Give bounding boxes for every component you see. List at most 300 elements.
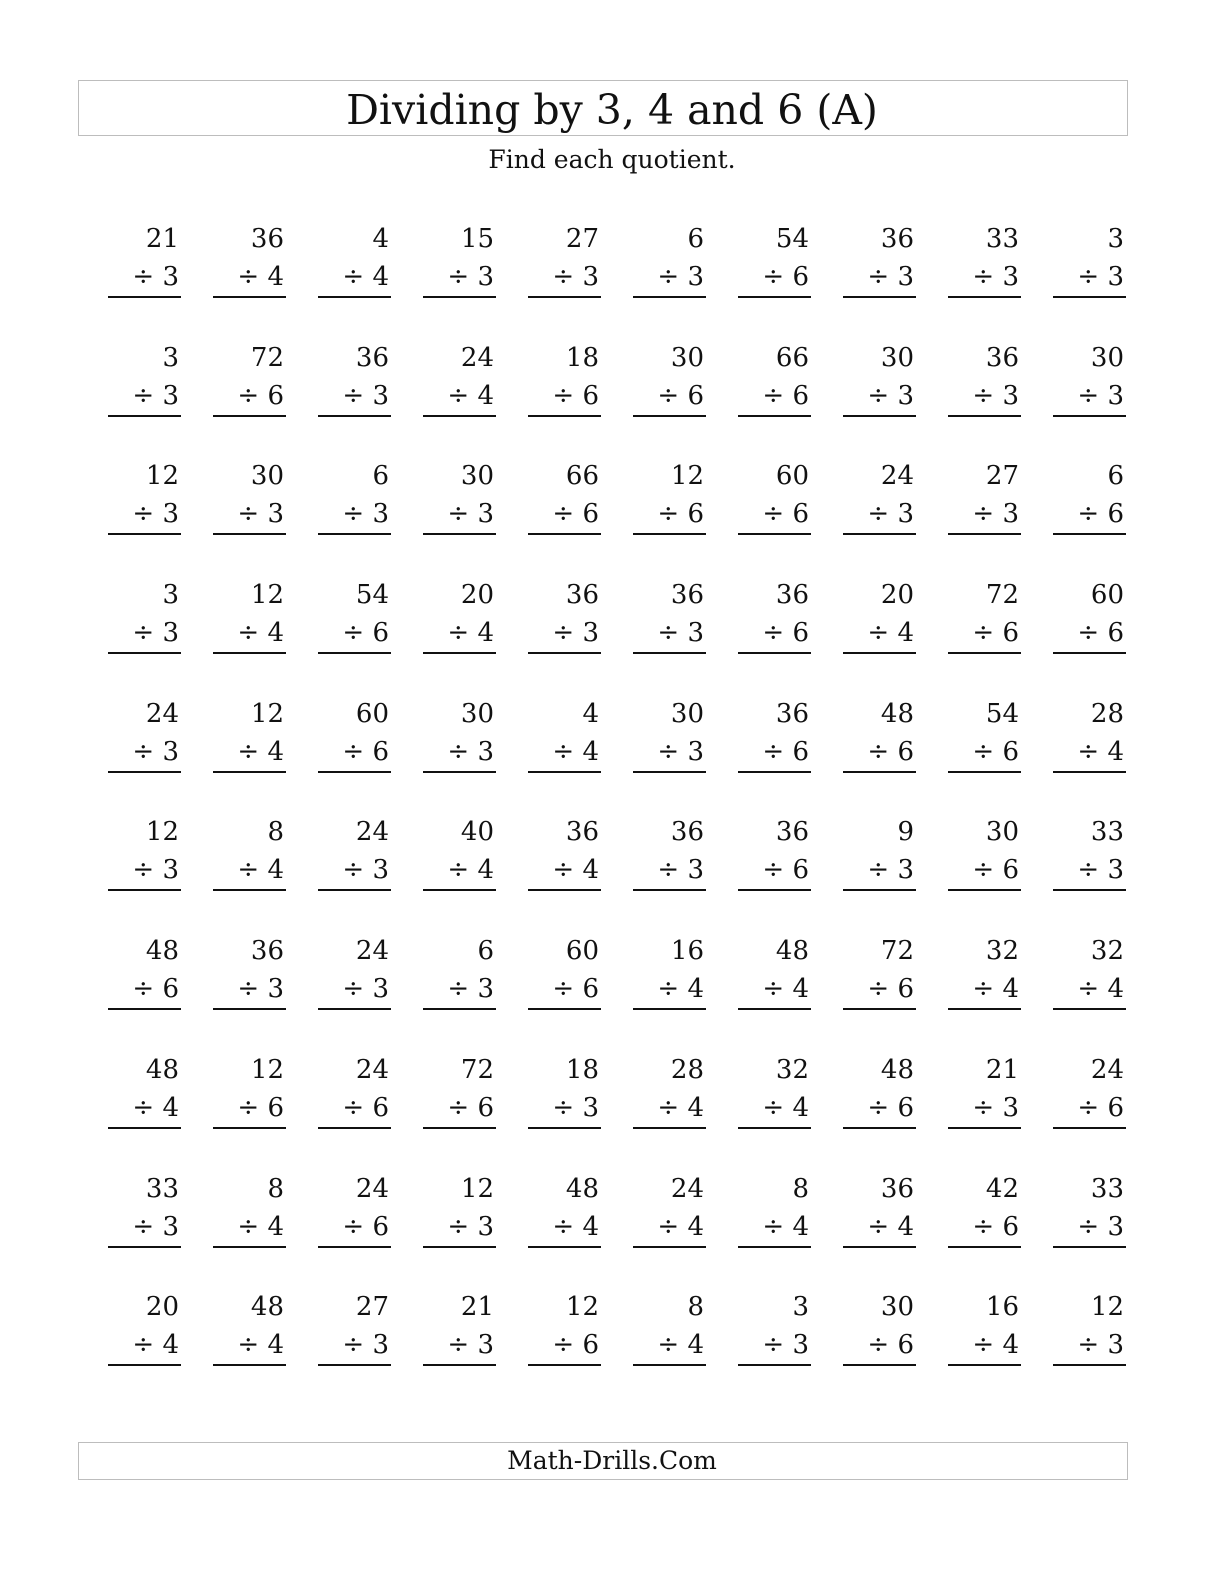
- dividend: 66: [775, 342, 809, 373]
- division-problem: [528, 1051, 601, 1170]
- problem-stack: [528, 932, 601, 1010]
- divisor: ÷ 6: [738, 733, 811, 773]
- problem-stack: [213, 339, 286, 417]
- division-problem: [528, 220, 601, 339]
- dividend: 48: [250, 1292, 284, 1323]
- problem-stack: [528, 1170, 601, 1248]
- dividend: 32: [985, 936, 1019, 967]
- divisor: ÷ 6: [843, 1089, 916, 1129]
- divisor: ÷ 4: [1053, 733, 1126, 773]
- division-problem: [948, 1170, 1021, 1289]
- divisor: ÷ 4: [633, 1208, 706, 1248]
- problem-stack: [1053, 457, 1126, 535]
- dividend: 3: [162, 342, 179, 373]
- problem-stack: [843, 457, 916, 535]
- divisor: ÷ 3: [318, 377, 391, 417]
- problem-stack: [738, 695, 811, 773]
- instructions: Find each quotient.: [488, 145, 736, 174]
- problem-stack: [108, 339, 181, 417]
- divisor: ÷ 4: [948, 1326, 1021, 1366]
- division-problem: [633, 220, 706, 339]
- divisor: ÷ 6: [528, 377, 601, 417]
- dividend: 21: [985, 1054, 1019, 1085]
- problem-stack: [108, 220, 181, 298]
- division-problem: [318, 576, 391, 695]
- divisor: ÷ 3: [948, 1089, 1021, 1129]
- division-problem: [528, 932, 601, 1051]
- dividend: 30: [985, 817, 1019, 848]
- dividend: 3: [792, 1292, 809, 1323]
- divisor: ÷ 3: [528, 614, 601, 654]
- division-problem: [318, 339, 391, 458]
- division-problem: [213, 457, 286, 576]
- dividend: 54: [355, 580, 389, 611]
- divisor: ÷ 4: [948, 970, 1021, 1010]
- dividend: 16: [670, 936, 704, 967]
- divisor: ÷ 6: [1053, 495, 1126, 535]
- division-problem: [948, 576, 1021, 695]
- dividend: 36: [880, 224, 914, 254]
- problem-stack: [843, 695, 916, 773]
- problem-stack: [213, 1170, 286, 1248]
- divisor: ÷ 4: [528, 851, 601, 891]
- divisor: ÷ 3: [108, 377, 181, 417]
- problem-stack: [318, 695, 391, 773]
- problem-stack: [1053, 1051, 1126, 1129]
- problem-stack: [423, 695, 496, 773]
- problem-stack: [738, 1170, 811, 1248]
- dividend: 27: [565, 224, 599, 254]
- divisor: ÷ 6: [843, 970, 916, 1010]
- dividend: 4: [582, 698, 599, 729]
- divisor: ÷ 3: [1053, 1326, 1126, 1366]
- dividend: 54: [985, 698, 1019, 729]
- dividend: 36: [355, 342, 389, 373]
- division-problem: [738, 339, 811, 458]
- division-problem: [738, 457, 811, 576]
- problem-stack: [1053, 695, 1126, 773]
- divisor: ÷ 3: [318, 851, 391, 891]
- problem-stack: [528, 576, 601, 654]
- dividend: 18: [565, 1054, 599, 1085]
- problem-stack: [843, 1288, 916, 1366]
- divisor: ÷ 6: [423, 1089, 496, 1129]
- problem-stack: [738, 220, 811, 298]
- dividend: 72: [985, 580, 1019, 611]
- problem-stack: [108, 576, 181, 654]
- dividend: 36: [775, 698, 809, 729]
- division-problem: [1053, 457, 1126, 576]
- division-problem: [423, 1288, 496, 1407]
- dividend: 12: [565, 1292, 599, 1323]
- division-problem: [213, 1288, 286, 1407]
- problem-stack: [528, 813, 601, 891]
- division-problem: [423, 813, 496, 932]
- problem-stack: [423, 457, 496, 535]
- divisor: ÷ 3: [633, 851, 706, 891]
- divisor: ÷ 6: [318, 733, 391, 773]
- problem-stack: [633, 576, 706, 654]
- problem-stack: [318, 1170, 391, 1248]
- divisor: ÷ 3: [213, 495, 286, 535]
- dividend: 72: [460, 1054, 494, 1085]
- division-problem: [108, 339, 181, 458]
- problem-stack: [318, 576, 391, 654]
- dividend: 48: [145, 1054, 179, 1085]
- divisor: ÷ 4: [843, 1208, 916, 1248]
- divisor: ÷ 3: [108, 1208, 181, 1248]
- divisor: ÷ 6: [213, 377, 286, 417]
- dividend: 72: [250, 342, 284, 373]
- dividend: 12: [145, 461, 179, 492]
- problem-stack: [738, 457, 811, 535]
- divisor: ÷ 4: [108, 1326, 181, 1366]
- problem-stack: [423, 220, 496, 298]
- division-problem: [1053, 1288, 1126, 1407]
- divisor: ÷ 3: [633, 614, 706, 654]
- dividend: 24: [355, 1173, 389, 1204]
- problem-stack: [213, 457, 286, 535]
- problem-stack: [948, 339, 1021, 417]
- dividend: 24: [460, 342, 494, 373]
- division-problem: [633, 1170, 706, 1289]
- problem-stack: [948, 932, 1021, 1010]
- dividend: 30: [670, 698, 704, 729]
- divisor: ÷ 6: [738, 377, 811, 417]
- worksheet-title: Dividing by 3, 4 and 6 (A): [346, 86, 878, 134]
- problem-stack: [738, 932, 811, 1010]
- divisor: ÷ 6: [1053, 614, 1126, 654]
- division-problem: [843, 1288, 916, 1407]
- dividend: 12: [670, 461, 704, 492]
- division-problem: [948, 813, 1021, 932]
- divisor: ÷ 3: [1053, 851, 1126, 891]
- divisor: ÷ 3: [1053, 1208, 1126, 1248]
- divisor: ÷ 4: [423, 851, 496, 891]
- divisor: ÷ 3: [423, 1208, 496, 1248]
- problem-stack: [108, 932, 181, 1010]
- dividend: 8: [687, 1292, 704, 1323]
- division-problem: [423, 220, 496, 339]
- divisor: ÷ 4: [423, 614, 496, 654]
- division-problem: [948, 1288, 1021, 1407]
- divisor: ÷ 3: [318, 1326, 391, 1366]
- division-problem: [738, 932, 811, 1051]
- problem-stack: [528, 1288, 601, 1366]
- division-problem: [738, 813, 811, 932]
- division-problem: [633, 932, 706, 1051]
- division-problem: [423, 695, 496, 814]
- division-problem: [843, 457, 916, 576]
- dividend: 48: [565, 1173, 599, 1204]
- divisor: ÷ 6: [528, 970, 601, 1010]
- divisor: ÷ 3: [843, 495, 916, 535]
- division-problem: [843, 695, 916, 814]
- problem-stack: [213, 695, 286, 773]
- problem-stack: [633, 220, 706, 298]
- divisor: ÷ 6: [1053, 1089, 1126, 1129]
- divisor: ÷ 4: [528, 1208, 601, 1248]
- divisor: ÷ 6: [948, 614, 1021, 654]
- divisor: ÷ 6: [948, 733, 1021, 773]
- problem-stack: [738, 1288, 811, 1366]
- division-problem: [843, 813, 916, 932]
- division-problem: [633, 576, 706, 695]
- division-problem: [843, 339, 916, 458]
- division-problem: [108, 1170, 181, 1289]
- dividend: 24: [355, 817, 389, 848]
- dividend: 24: [355, 1054, 389, 1085]
- divisor: ÷ 6: [108, 970, 181, 1010]
- divisor: ÷ 3: [528, 1089, 601, 1129]
- divisor: ÷ 4: [738, 970, 811, 1010]
- dividend: 36: [565, 580, 599, 611]
- problem-stack: [1053, 220, 1126, 298]
- division-problem: [843, 576, 916, 695]
- divisor: ÷ 3: [633, 733, 706, 773]
- dividend: 33: [145, 1173, 179, 1204]
- dividend: 24: [670, 1173, 704, 1204]
- division-problem: [738, 695, 811, 814]
- dividend: 21: [460, 1292, 494, 1323]
- divisor: ÷ 3: [423, 1326, 496, 1366]
- problem-stack: [843, 576, 916, 654]
- divisor: ÷ 4: [423, 377, 496, 417]
- divisor: ÷ 3: [423, 495, 496, 535]
- division-problem: [1053, 1051, 1126, 1170]
- divisor: ÷ 6: [633, 495, 706, 535]
- dividend: 36: [250, 224, 284, 254]
- dividend: 60: [355, 698, 389, 729]
- dividend: 12: [460, 1173, 494, 1204]
- divisor: ÷ 3: [108, 495, 181, 535]
- dividend: 30: [880, 342, 914, 373]
- problem-stack: [423, 932, 496, 1010]
- dividend: 33: [1090, 817, 1124, 848]
- dividend: 36: [775, 817, 809, 848]
- division-problem: [213, 576, 286, 695]
- divisor: ÷ 6: [843, 733, 916, 773]
- division-problem: [108, 932, 181, 1051]
- division-problem: [213, 695, 286, 814]
- divisor: ÷ 3: [108, 614, 181, 654]
- dividend: 24: [880, 461, 914, 492]
- division-problem: [423, 339, 496, 458]
- dividend: 30: [460, 698, 494, 729]
- dividend: 27: [355, 1292, 389, 1323]
- dividend: 24: [145, 698, 179, 729]
- dividend: 36: [985, 342, 1019, 373]
- problem-stack: [1053, 1170, 1126, 1248]
- division-problem: [423, 576, 496, 695]
- dividend: 20: [880, 580, 914, 611]
- problem-stack: [318, 932, 391, 1010]
- problem-stack: [528, 339, 601, 417]
- divisor: ÷ 4: [633, 1089, 706, 1129]
- division-problem: [108, 813, 181, 932]
- dividend: 60: [775, 461, 809, 492]
- division-problem: [843, 932, 916, 1051]
- problem-stack: [423, 1051, 496, 1129]
- division-problem: [948, 220, 1021, 339]
- problem-stack: [948, 1288, 1021, 1366]
- division-problem: [318, 220, 391, 339]
- division-problem: [213, 813, 286, 932]
- dividend: 6: [372, 461, 389, 492]
- problem-stack: [738, 1051, 811, 1129]
- dividend: 36: [250, 936, 284, 967]
- division-problem: [738, 220, 811, 339]
- dividend: 32: [775, 1054, 809, 1085]
- problem-stack: [633, 932, 706, 1010]
- division-problem: [528, 339, 601, 458]
- divisor: ÷ 4: [633, 1326, 706, 1366]
- division-problem: [318, 695, 391, 814]
- divisor: ÷ 3: [528, 258, 601, 298]
- problem-grid: [108, 220, 1158, 1407]
- divisor: ÷ 3: [1053, 258, 1126, 298]
- division-problem: [423, 1170, 496, 1289]
- dividend: 40: [460, 817, 494, 848]
- divisor: ÷ 6: [318, 1089, 391, 1129]
- problem-stack: [318, 457, 391, 535]
- dividend: 30: [460, 461, 494, 492]
- divisor: ÷ 3: [633, 258, 706, 298]
- division-problem: [1053, 576, 1126, 695]
- problem-stack: [108, 813, 181, 891]
- footer-text: Math-Drills.Com: [507, 1446, 717, 1475]
- dividend: 12: [1090, 1292, 1124, 1323]
- division-problem: [738, 1288, 811, 1407]
- division-problem: [108, 457, 181, 576]
- division-problem: [318, 1051, 391, 1170]
- division-problem: [318, 457, 391, 576]
- divisor: ÷ 6: [738, 495, 811, 535]
- dividend: 32: [1090, 936, 1124, 967]
- problem-stack: [633, 695, 706, 773]
- dividend: 20: [145, 1292, 179, 1323]
- divisor: ÷ 4: [1053, 970, 1126, 1010]
- dividend: 8: [267, 817, 284, 848]
- problem-stack: [528, 695, 601, 773]
- dividend: 3: [162, 580, 179, 611]
- problem-stack: [318, 339, 391, 417]
- division-problem: [948, 695, 1021, 814]
- division-problem: [318, 813, 391, 932]
- dividend: 48: [880, 698, 914, 729]
- dividend: 48: [775, 936, 809, 967]
- problem-stack: [633, 1288, 706, 1366]
- division-problem: [633, 813, 706, 932]
- divisor: ÷ 3: [108, 851, 181, 891]
- division-problem: [213, 339, 286, 458]
- problem-stack: [213, 932, 286, 1010]
- division-problem: [1053, 1170, 1126, 1289]
- problem-stack: [948, 1051, 1021, 1129]
- division-problem: [843, 220, 916, 339]
- divisor: ÷ 3: [1053, 377, 1126, 417]
- division-problem: [528, 1288, 601, 1407]
- division-problem: [738, 576, 811, 695]
- dividend: 12: [250, 580, 284, 611]
- division-problem: [423, 457, 496, 576]
- division-problem: [423, 932, 496, 1051]
- divisor: ÷ 3: [738, 1326, 811, 1366]
- division-problem: [528, 813, 601, 932]
- divisor: ÷ 6: [213, 1089, 286, 1129]
- divisor: ÷ 3: [318, 970, 391, 1010]
- divisor: ÷ 6: [318, 1208, 391, 1248]
- dividend: 21: [145, 224, 179, 254]
- divisor: ÷ 3: [948, 495, 1021, 535]
- divisor: ÷ 3: [423, 258, 496, 298]
- problem-stack: [528, 220, 601, 298]
- problem-stack: [948, 1170, 1021, 1248]
- problem-stack: [213, 220, 286, 298]
- dividend: 36: [880, 1173, 914, 1204]
- division-problem: [213, 932, 286, 1051]
- division-problem: [948, 1051, 1021, 1170]
- dividend: 36: [565, 817, 599, 848]
- problem-stack: [108, 1170, 181, 1248]
- problem-stack: [633, 457, 706, 535]
- division-problem: [1053, 220, 1126, 339]
- dividend: 20: [460, 580, 494, 611]
- dividend: 30: [1090, 342, 1124, 373]
- division-problem: [108, 576, 181, 695]
- problem-stack: [423, 1288, 496, 1366]
- dividend: 6: [1107, 461, 1124, 492]
- divisor: ÷ 6: [633, 377, 706, 417]
- division-problem: [318, 932, 391, 1051]
- divisor: ÷ 3: [948, 258, 1021, 298]
- problem-stack: [528, 457, 601, 535]
- division-problem: [213, 1051, 286, 1170]
- dividend: 9: [897, 817, 914, 848]
- problem-stack: [423, 813, 496, 891]
- divisor: ÷ 4: [318, 258, 391, 298]
- dividend: 36: [670, 817, 704, 848]
- dividend: 66: [565, 461, 599, 492]
- dividend: 15: [460, 224, 494, 254]
- problem-stack: [1053, 813, 1126, 891]
- dividend: 12: [250, 698, 284, 729]
- dividend: 24: [355, 936, 389, 967]
- dividend: 3: [1107, 224, 1124, 254]
- division-problem: [1053, 813, 1126, 932]
- divisor: ÷ 4: [738, 1089, 811, 1129]
- problem-stack: [108, 457, 181, 535]
- divisor: ÷ 3: [843, 258, 916, 298]
- dividend: 48: [880, 1054, 914, 1085]
- dividend: 33: [985, 224, 1019, 254]
- dividend: 4: [372, 224, 389, 254]
- problem-stack: [213, 1051, 286, 1129]
- divisor: ÷ 3: [108, 733, 181, 773]
- divisor: ÷ 6: [528, 1326, 601, 1366]
- dividend: 8: [267, 1173, 284, 1204]
- dividend: 72: [880, 936, 914, 967]
- problem-stack: [843, 1170, 916, 1248]
- divisor: ÷ 4: [108, 1089, 181, 1129]
- division-problem: [948, 932, 1021, 1051]
- dividend: 8: [792, 1173, 809, 1204]
- divisor: ÷ 3: [948, 377, 1021, 417]
- problem-stack: [948, 220, 1021, 298]
- problem-stack: [318, 813, 391, 891]
- problem-stack: [528, 1051, 601, 1129]
- divisor: ÷ 6: [738, 851, 811, 891]
